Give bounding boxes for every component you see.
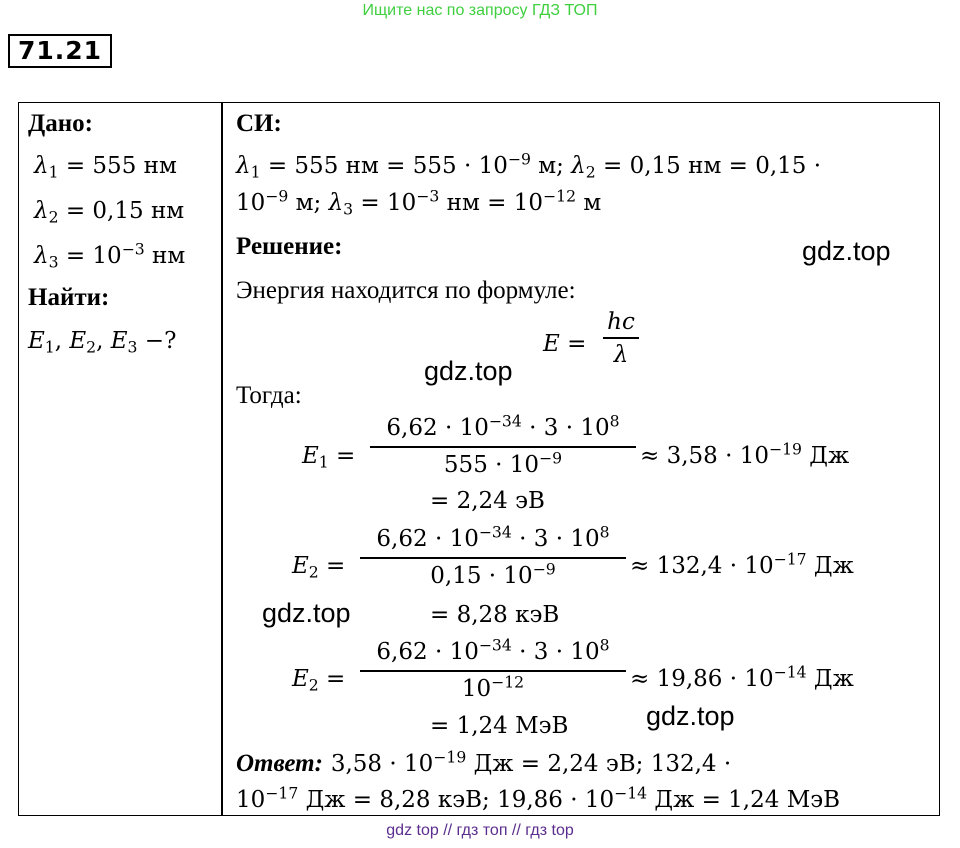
watermark-1: gdz.top xyxy=(802,236,891,266)
answer-values-1: $3,58 \cdot 10^{-19}$ Дж = 2,24 эВ; 132,4 · xyxy=(330,747,732,777)
given-lambda2: $\lambda_2 = 0,15$ нм xyxy=(34,198,185,227)
footer: gdz top // гдз топ // гдз top xyxy=(386,822,574,839)
find-values: $E_1$, $E_2$, $E_3$ −? xyxy=(28,328,177,357)
top-banner: Ищите нас по запросу ГДЗ ТОП xyxy=(362,2,598,19)
watermark-3: gdz.top xyxy=(262,598,351,628)
watermark-2: gdz.top xyxy=(424,356,513,386)
si-line-1: $\lambda_1 = 555$ нм = $555 \cdot 10^{-9}$ м; $\lambda_2 = 0,15$ нм = 0,15 · xyxy=(236,149,822,182)
find-title: Найти: xyxy=(28,284,110,311)
solution-intro: Энергия находится по формуле: xyxy=(236,277,576,304)
answer-line-1 xyxy=(236,748,731,779)
watermark-4: gdz.top xyxy=(646,701,735,731)
column-divider xyxy=(221,102,223,816)
given-lambda1: $\lambda_1 = 555$ нм xyxy=(34,153,177,182)
given-title: Дано: xyxy=(28,110,93,137)
answer-line-2: $10^{-17}$ Дж = 8,28 кэВ; $19,86 \cdot 10^{-14}$ Дж = 1,24 МэВ xyxy=(236,783,841,813)
answer-label: Ответ: xyxy=(236,750,323,777)
solution-title: Решение: xyxy=(236,233,343,260)
si-line-2: $10^{-9}$ м; $\lambda_3 = 10^{-3}$ нм = $10^{-12}$ м xyxy=(236,186,602,219)
then-label: Тогда: xyxy=(236,382,302,409)
problem-number: 71.21 xyxy=(8,34,112,68)
si-title: СИ: xyxy=(236,110,282,137)
given-lambda3: $\lambda_3 = 10^{-3}$ нм xyxy=(34,239,186,272)
